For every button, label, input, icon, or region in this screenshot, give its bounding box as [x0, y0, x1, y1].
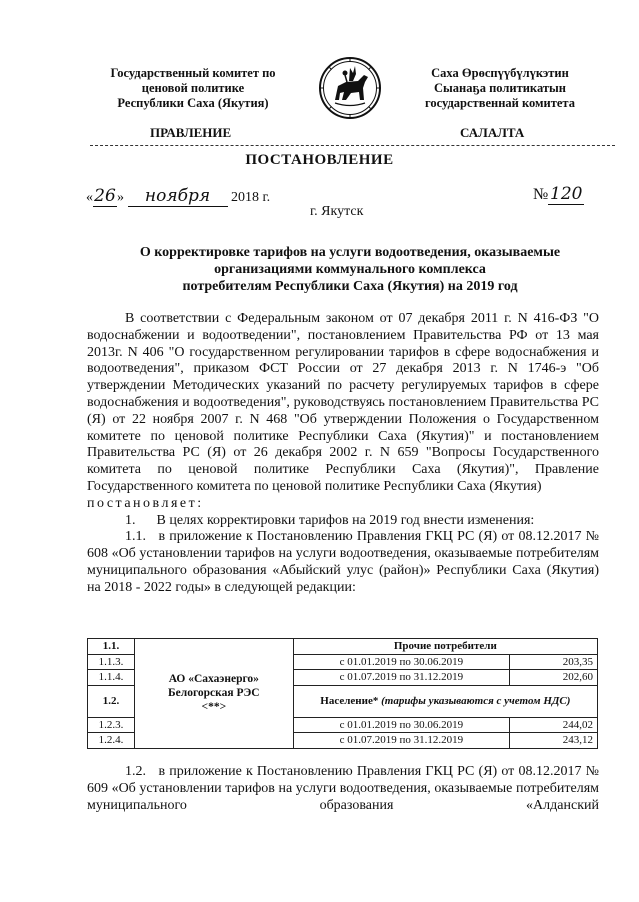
resolves-word: постановляет: — [87, 495, 204, 511]
category-cell — [293, 685, 597, 717]
date-day: 26 — [94, 186, 116, 206]
document-type-title: ПОСТАНОВЛЕНИЕ — [245, 152, 394, 168]
row-number: 1.2.4. — [88, 733, 135, 749]
city-label: г. Якутск — [310, 204, 364, 219]
right-section-label: САЛАЛТА — [460, 125, 525, 140]
table-row — [88, 639, 598, 655]
tariff-value: 244,02 — [510, 717, 598, 733]
organization-line: <**> — [201, 701, 227, 714]
period-cell: с 01.01.2019 по 30.06.2019 — [293, 654, 509, 670]
header-right-line: Саха Өрөспүүбүлүкэтин — [431, 66, 569, 80]
tariff-value: 202,60 — [510, 670, 598, 686]
tariff-value: 243,12 — [510, 733, 598, 749]
subject-line: потребителям Республики Саха (Якутия) на 2019 год — [182, 279, 518, 294]
left-section-label: ПРАВЛЕНИЕ — [150, 125, 232, 140]
number-value: 120 — [550, 184, 583, 204]
header-divider — [90, 145, 615, 146]
date-open-quote: « — [86, 190, 93, 205]
preamble-block — [87, 311, 599, 597]
header-right-block — [395, 66, 605, 111]
date-line — [86, 186, 270, 207]
subject-line: организациями коммунального комплекса — [214, 262, 486, 277]
organization-cell — [134, 639, 293, 749]
header-right-line: Сыанаҕа политикатын — [434, 81, 566, 95]
number-sign: № — [533, 186, 549, 203]
header-left-line: Республики Саха (Якутия) — [117, 96, 269, 110]
row-number: 1.1. — [88, 639, 135, 655]
header-right-line: государственнай комитета — [425, 96, 575, 110]
date-month: ноября — [128, 186, 228, 207]
row-number: 1.1.3. — [88, 654, 135, 670]
item-1-2: 1.2. в приложение к Постановлению Правления ГКЦ РС (Я) от 08.12.2017 № 609 «Об установлении тарифов на услуги водоотведения, оказываемые потребителям муниципального образования «Алданский — [87, 764, 599, 813]
header-left-line: ценовой политике — [141, 81, 245, 95]
row-number: 1.1.4. — [88, 670, 135, 686]
header-left-block — [88, 66, 298, 111]
item-1-2-block — [87, 764, 599, 814]
document-number — [533, 184, 584, 205]
date-year: 2018 г. — [231, 190, 271, 205]
item-1-1: 1.1. в приложение к Постановлению Правления ГКЦ РС (Я) от 08.12.2017 № 608 «Об установлении тарифов на услуги водоотведения, оказываемые потребителям муниципального образования «Абыйский улус (район)» Республики Саха (Якутия) на 2018 - 2022 годы» в следующей редакции: — [87, 529, 599, 595]
period-cell: с 01.07.2019 по 31.12.2019 — [293, 733, 509, 749]
coat-of-arms-icon — [318, 56, 382, 120]
period-cell: с 01.07.2019 по 31.12.2019 — [293, 670, 509, 686]
date-close-quote: » — [117, 190, 124, 205]
tariff-value: 203,35 — [510, 654, 598, 670]
organization-line: Белогорская РЭС — [168, 687, 260, 700]
subject-line: О корректировке тарифов на услуги водоотведения, оказываемые — [139, 245, 561, 260]
category-italic: (тарифы указываются с учетом НДС) — [381, 695, 571, 707]
tariff-table — [87, 638, 598, 749]
period-cell: с 01.01.2019 по 30.06.2019 — [293, 717, 509, 733]
header-left-line: Государственный комитет по — [110, 66, 276, 80]
preamble-text: В соответствии с Федеральным законом от 07 декабря 2011 г. N 416-ФЗ "О водоснабжении и водоотведении", постановлением Правительства РФ от 13 мая 2013г. N 406 "О государственном регулировании тарифов в сфере водоснабжения и водоотведения", приказом ФСТ России от 27 декабря 2013 г. N 1746-э "Об утверждении Методических указаний по расчету регулируемых тарифов в сфере водоснабжения и водоотведения", руководствуясь постановлением Правительства РС (Я) от 22 ноября 2007 г. N 468 "Об утверждении Положения о Государственном комитете по ценовой политике Республики Саха (Якутия)" и постановлением Правительства РС (Я) от 26 декабря 2002 г. N 659 "Вопросы Государственного комитета по ценовой политике Республики Саха (Якутия)", Правление Государственного комитета по ценовой политике Республики Саха (Якутия) — [87, 311, 599, 494]
item-1: 1. В целях корректировки тарифов на 2019 год внести изменения: — [125, 512, 535, 528]
row-number: 1.2.3. — [88, 717, 135, 733]
category-cell: Прочие потребители — [293, 639, 597, 655]
document-subject — [95, 244, 605, 295]
category-bold: Население* — [320, 695, 382, 707]
organization-line: АО «Сахаэнерго» — [168, 673, 259, 686]
row-number: 1.2. — [88, 685, 135, 717]
